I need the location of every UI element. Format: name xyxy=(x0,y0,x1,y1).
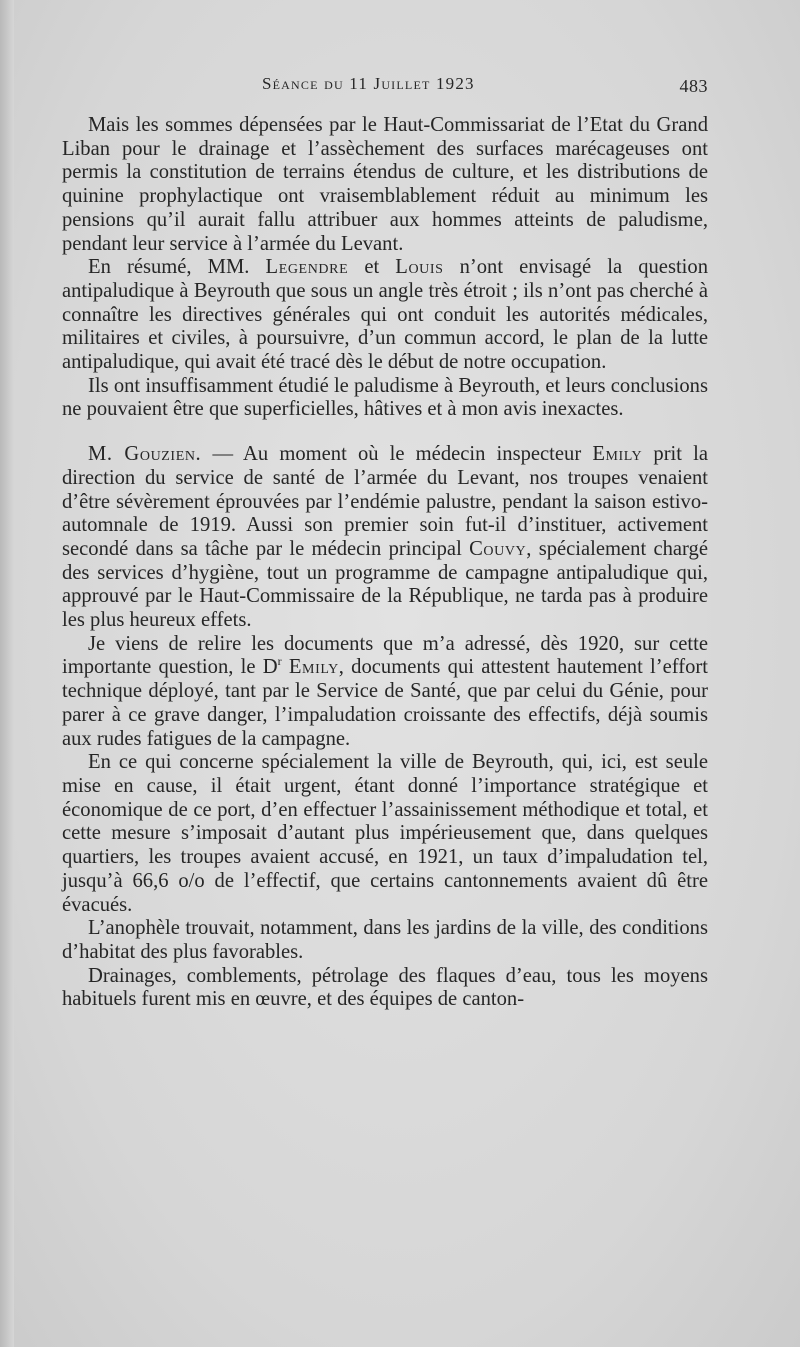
running-head xyxy=(62,74,708,102)
name-legendre: Legendre xyxy=(265,256,349,279)
doctor-superscript: r xyxy=(277,654,282,669)
body-text xyxy=(62,114,708,1012)
speaker-gouzien: M. Gouzien. xyxy=(88,443,202,466)
name-emily-2: Emily xyxy=(288,656,339,679)
paragraph-4-before: — Au moment où le médecin inspecteur xyxy=(201,443,593,466)
paragraph-2-mid: et xyxy=(348,256,396,279)
name-couvy: Couvy xyxy=(469,537,527,560)
running-title: Séance du 11 Juillet 1923 xyxy=(262,74,475,93)
paragraph-6: En ce qui concerne spécialement la ville de Beyrouth, qui, ici, est seule mise en cause, il était urgent, étant donné l’importance stratégique et économique de ce port, d’en effectuer l’assainissement méthodique et total, et cette mesure s’imposait d’autant plus impérieusement que, dans quelques quartiers, les troupes avaient accusé, en 1921, un taux d’impaludation tel, jusqu’à 66,6 o/o de l’effectif, que certains cantonnements avaient dû être évacués. xyxy=(62,751,708,916)
paragraph-2-before: En résumé, MM. xyxy=(88,256,266,279)
name-emily: Emily xyxy=(592,443,643,466)
paragraph-4 xyxy=(62,443,708,633)
paragraph-8: Drainages, comblements, pétrolage des flaques d’eau, tous les moyens habituels furent mis en œuvre, et des équipes de canton- xyxy=(62,964,708,1011)
paragraph-7: L’anophèle trouvait, notamment, dans les jardins de la ville, des conditions d’habitat des plus favorables. xyxy=(62,917,708,963)
paragraph-1: Mais les sommes dépensées par le Haut-Commissariat de l’Etat du Grand Liban pour le drainage et l’assèchement des surfaces marécageuses ont permis la constitution de terrains étendus de culture, et les distributions de quinine prophylactique ont vraisemblablement réduit au minimum les pensions qu’il aurait fallu attribuer aux hommes atteints de paludisme, pendant leur service à l’armée du Levant. xyxy=(62,114,708,255)
page-number: 483 xyxy=(679,76,708,96)
paragraph-3: Ils ont insuffisamment étudié le paludisme à Beyrouth, et leurs conclusions ne pouvaient être que superficielles, hâtives et à mon avis inexactes. xyxy=(62,374,708,421)
paragraph-5-after: , documents qui attestent hautement l’effort technique déployé, tant par le Service de Santé, que par celui du Génie, pour parer à ce grave danger, l’impaludation croissante des effectifs, déjà soumis aux rudes fatigues de la campagne. xyxy=(62,656,709,750)
paragraph-2-after: n’ont envisagé la question antipaludique à Beyrouth que sous un angle très étroit ; ils n’ont pas cherché à connaître les directives générales qui ont conduit les autorités médicales, militaires et civiles, à poursuivre, d’un commun accord, le plan de la lutte antipaludique, qui avait été tracé dès le début de notre occupation. xyxy=(62,256,708,374)
paragraph-5-before: Je viens de relire les documents que m’a adressé, dès 1920, sur cette importante question, le D xyxy=(62,632,708,679)
paragraph-4-mid: prit la direction du service de santé de l’armée du Levant, nos troupes venaient d’être sévèrement éprouvées par l’endémie palustre, pendant la saison estivo-automnale de 1919. Aussi son premier soin fut-il d’instituer, activement secondé dans sa tâche par le médecin principal xyxy=(62,443,708,560)
paragraph-2 xyxy=(62,256,708,375)
name-louis: Louis xyxy=(395,256,444,279)
paragraph-5 xyxy=(62,633,708,752)
page-gutter-shadow xyxy=(0,0,14,1347)
paragraph-4-after: , spécialement chargé des services d’hygiène, tout un programme de campagne antipaludique qui, approuvé par le Haut-Commissaire de la République, ne tarda pas à produire les plus heureux effets. xyxy=(62,537,708,632)
